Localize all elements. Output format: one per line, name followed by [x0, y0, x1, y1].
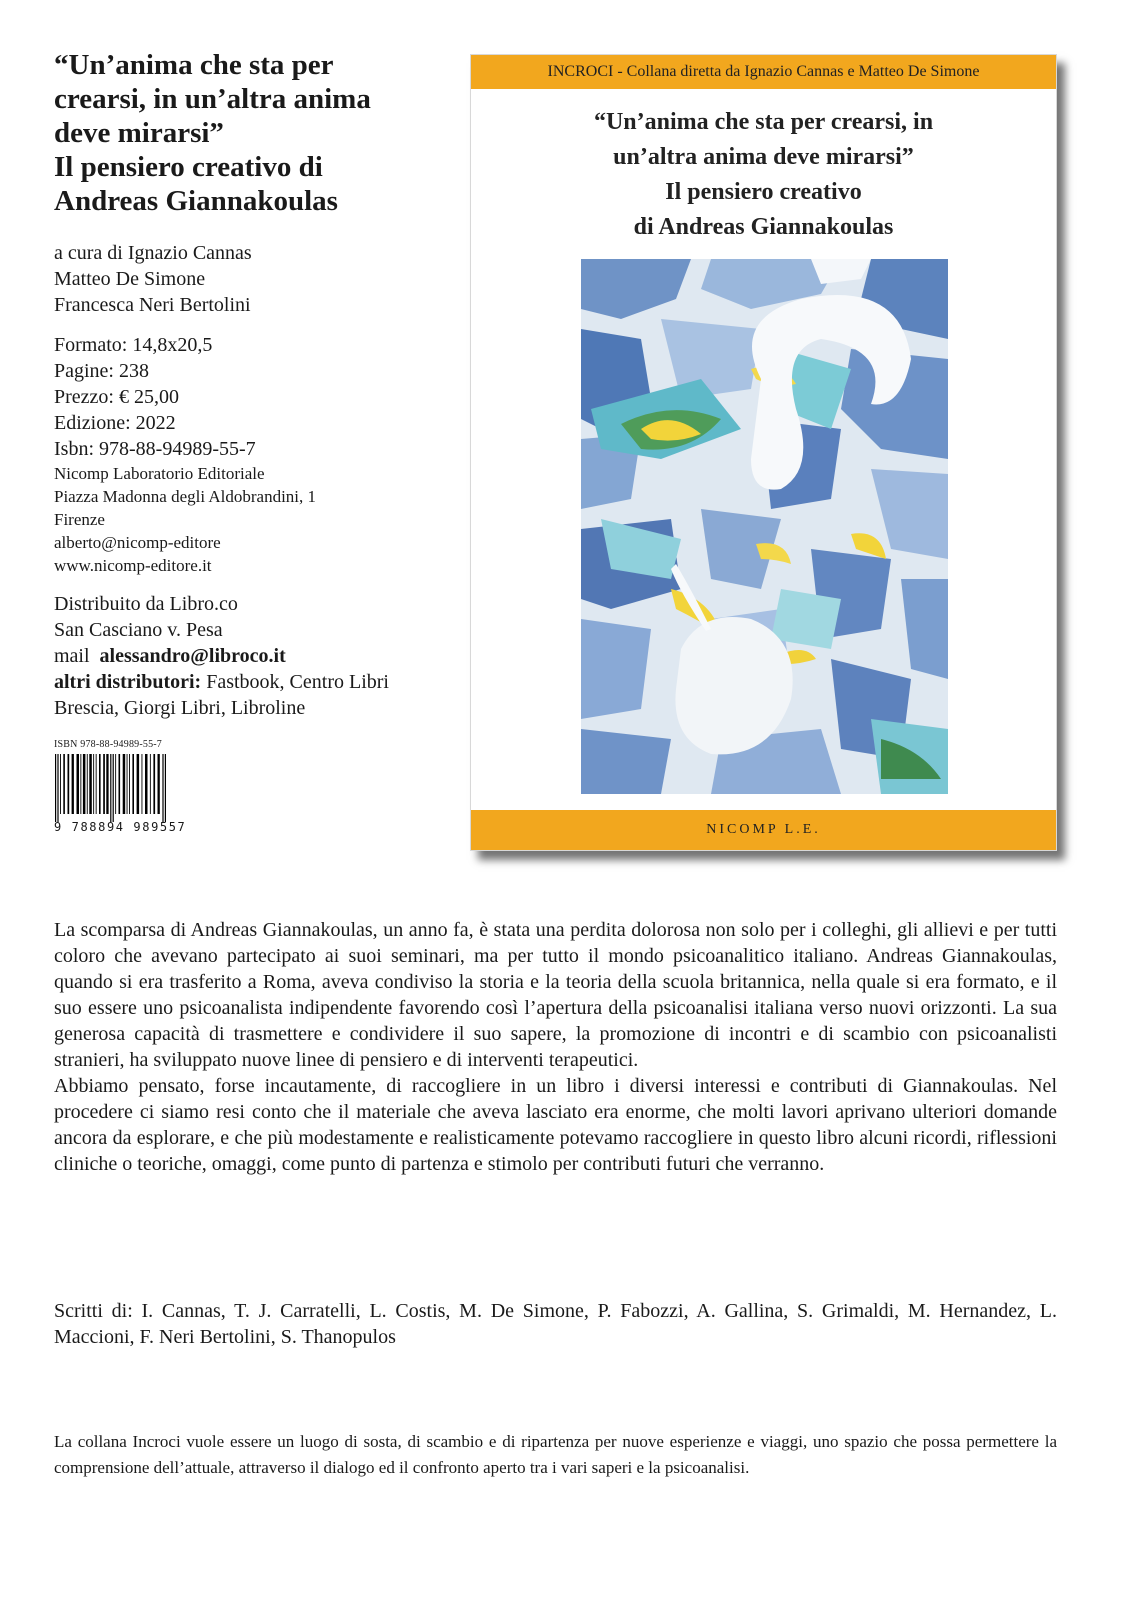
cover-title-line: “Un’anima che sta per crearsi, in — [593, 109, 934, 135]
book-details — [54, 332, 454, 462]
publisher-name: Nicomp Laboratorio Editoriale — [54, 464, 265, 483]
distributor-city: San Casciano v. Pesa — [54, 619, 223, 641]
publisher-website[interactable]: www.nicomp-editore.it — [54, 556, 212, 575]
distribution-info — [54, 591, 454, 721]
publisher-city: Firenze — [54, 510, 105, 529]
cover-publisher-band — [471, 810, 1056, 850]
cover-title-line: Il pensiero creativo — [665, 179, 862, 205]
barcode-digits: 9 788894 989557 — [54, 820, 187, 834]
publisher-email[interactable]: alberto@nicomp-editore — [54, 533, 221, 552]
cover-title — [471, 105, 1056, 245]
cover-title-line: un’altra anima deve mirarsi” — [613, 144, 914, 170]
editor-line: a cura di Ignazio Cannas — [54, 242, 252, 264]
book-description — [54, 917, 1057, 1177]
distributor: Distribuito da Libro.co — [54, 593, 238, 615]
contributors: Scritti di: I. Cannas, T. J. Carratelli, L. Costis, M. De Simone, P. Fabozzi, A. Gallina, S. Grimaldi, M. Hernandez, L. Maccioni, F. Neri Bertolini, S. Thanopulos — [54, 1300, 1057, 1348]
cover-series: INCROCI - Collana diretta da Ignazio Cannas e Matteo De Simone — [547, 63, 980, 80]
edition: Edizione: 2022 — [54, 412, 176, 434]
book-title — [54, 48, 454, 218]
cover-artwork — [581, 259, 948, 794]
isbn: Isbn: 978-88-94989-55-7 — [54, 438, 256, 460]
series-description: La collana Incroci vuole essere un luogo di sosta, di scambio e di ripartenza per nuove esperienze e viaggi, uno spazio che possa permettere la comprensione dell’attuale, attraverso il dialogo ed il confronto aperto tra i vari saperi e la psicoanalisi. — [54, 1432, 1057, 1477]
editors — [54, 240, 454, 318]
pages: Pagine: 238 — [54, 360, 149, 382]
title-line: crearsi, in un’altra anima — [54, 83, 371, 115]
publisher-info — [54, 462, 454, 577]
cover-title-line: di Andreas Giannakoulas — [633, 214, 894, 240]
mail-value[interactable]: alessandro@libroco.it — [99, 645, 286, 667]
other-distributors-label: altri distributori: — [54, 671, 202, 693]
other-distributors-value: Fastbook, Centro Libri — [201, 671, 389, 693]
other-distributors-cont: Brescia, Giorgi Libri, Libroline — [54, 697, 306, 719]
publisher-address: Piazza Madonna degli Aldobrandini, 1 — [54, 487, 317, 506]
description-paragraph: La scomparsa di Andreas Giannakoulas, un anno fa, è stata una perdita dolorosa non solo per i colleghi, gli allievi e per tutti coloro che avevano partecipato ai suoi seminari, ma per tutto il mondo psicoanalitico italiano. Andreas Giannakoulas, quando si era trasferito a Roma, aveva condiviso la storia e la teoria della scuola britannica, nella quale si era formato, e il suo essere uno psicoanalista indipendente favorendo così l’apertura della psicoanalisi italiana verso nuovi orizzonti. La sua generosa capacità di trasmettere e condividere il suo sapere, la promozione di incontri e di scambio con psicoanalisti stranieri, ha sviluppato nuove linee di pensiero e di interventi terapeutici. — [54, 919, 1057, 1071]
book-info — [54, 48, 454, 834]
distributor-mail — [54, 643, 454, 669]
barcode — [54, 754, 196, 822]
book-cover — [470, 54, 1057, 851]
cover-publisher: NICOMP L.E. — [706, 822, 821, 837]
barcode-isbn-label: ISBN 978-88-94989-55-7 — [54, 739, 163, 750]
title-line: Il pensiero creativo di — [54, 151, 323, 183]
description-paragraph: Abbiamo pensato, forse incautamente, di raccogliere in un libro i diversi interessi e contributi di Giannakoulas. Nel procedere ci siamo resi conto che il materiale che aveva lasciato era enorme, che molti lavori aprivano ulteriori domande ancora da esplorare, e che più modestamente e realisticamente potevamo raccogliere in questo libro alcuni ricordi, riflessioni cliniche o teoriche, omaggi, come punto di partenza e stimolo per contributi futuri che verranno. — [54, 1075, 1057, 1175]
title-line: Andreas Giannakoulas — [54, 185, 338, 217]
editor-line: Francesca Neri Bertolini — [54, 294, 251, 316]
format: Formato: 14,8x20,5 — [54, 334, 213, 356]
cover-series-band — [471, 55, 1056, 89]
mail-label: mail — [54, 645, 90, 667]
title-line: “Un’anima che sta per — [54, 49, 334, 81]
price: Prezzo: € 25,00 — [54, 386, 179, 408]
other-distributors — [54, 669, 454, 695]
editor-line: Matteo De Simone — [54, 268, 206, 290]
title-line: deve mirarsi” — [54, 117, 224, 149]
